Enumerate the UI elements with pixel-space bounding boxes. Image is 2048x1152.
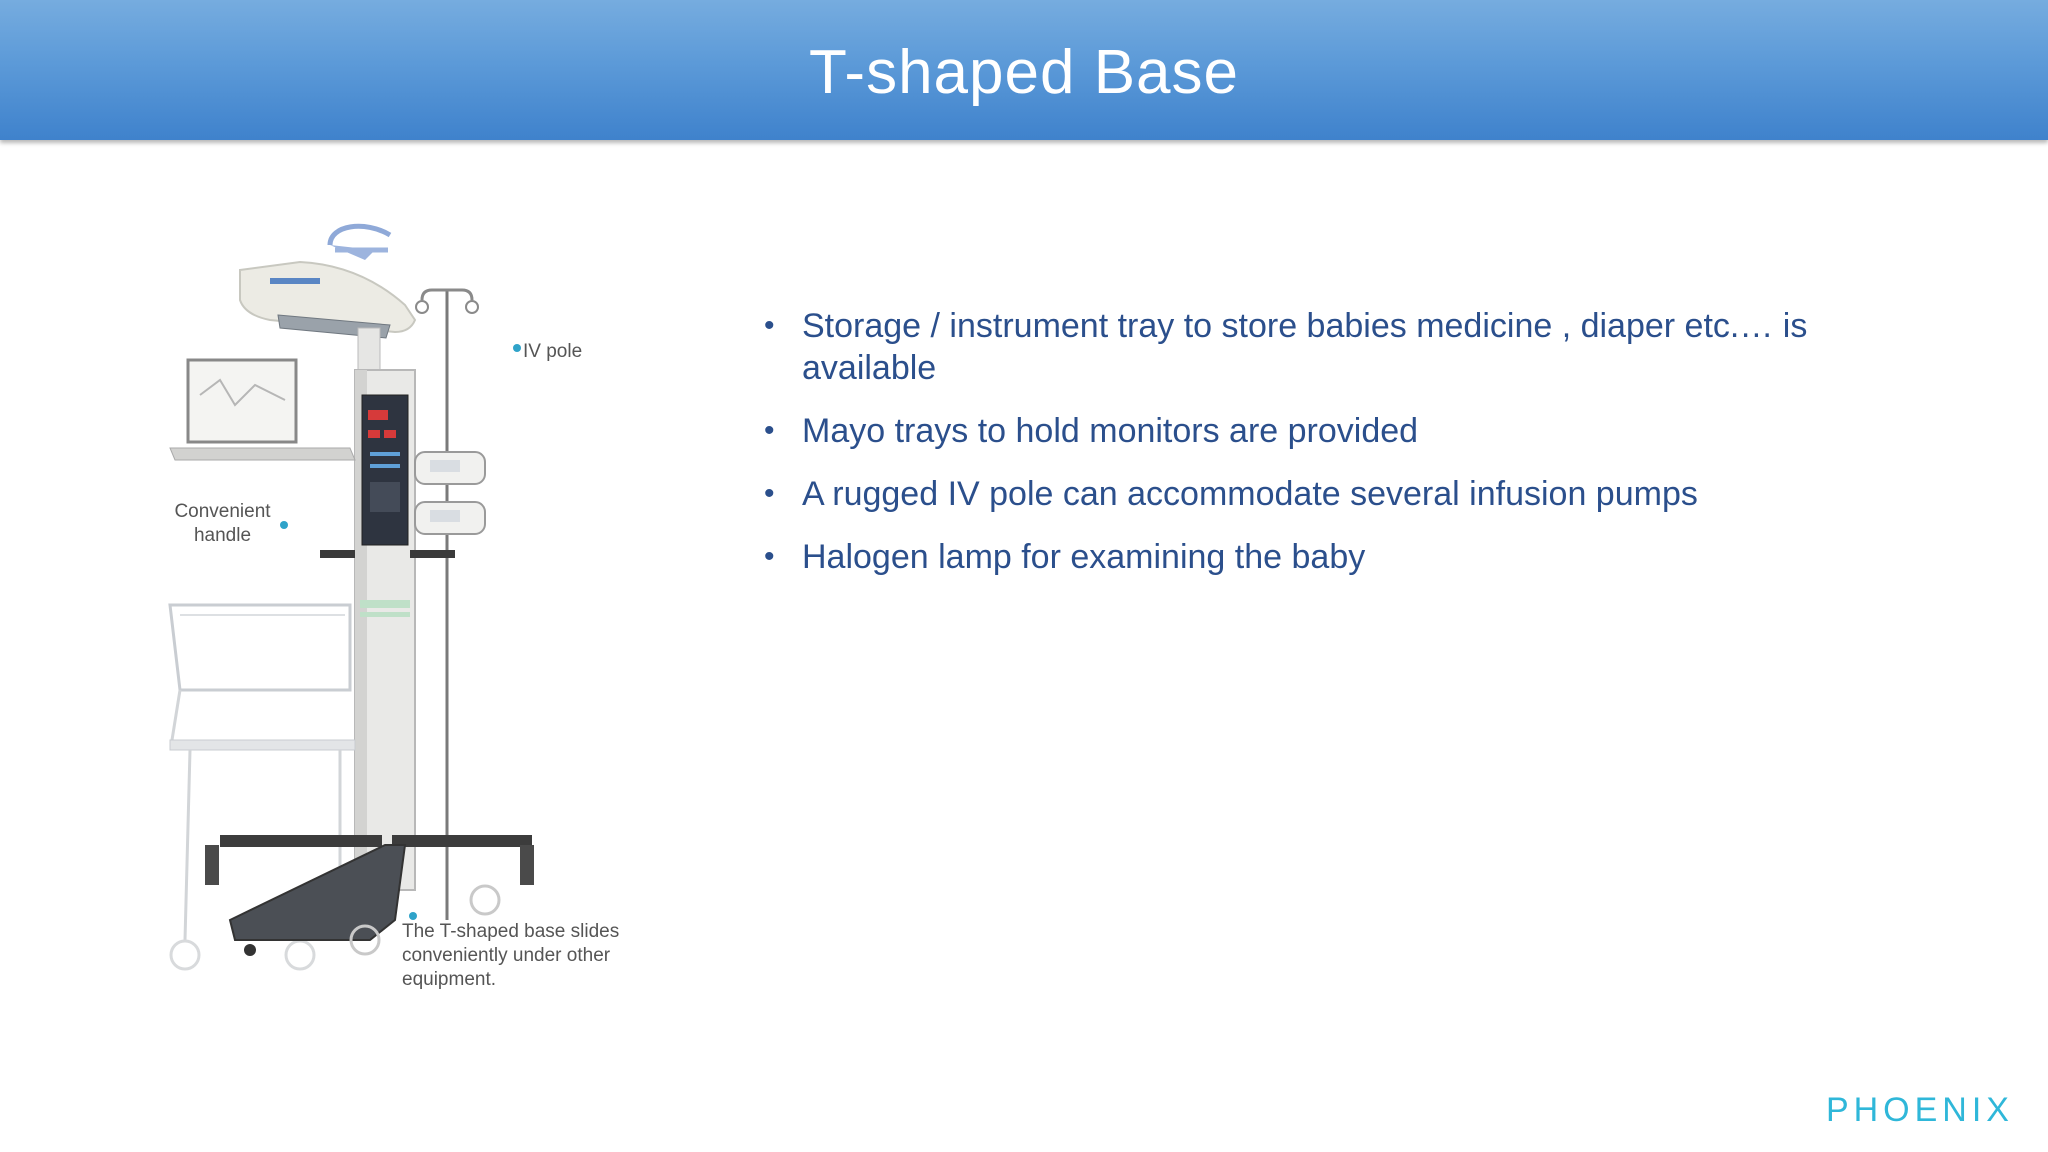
phoenix-logo: PHOENIX (1825, 1091, 2014, 1129)
bullet-list (760, 305, 1890, 599)
handle-callout (160, 500, 285, 548)
bullet-text: Mayo trays to hold monitors are provided (802, 412, 1419, 450)
base-label-line2: conveniently under other (402, 945, 611, 966)
handle-label-line1: Convenient (174, 501, 271, 522)
iv-pole-label: IV pole (523, 341, 583, 362)
bullet-item (760, 410, 1890, 452)
bullet-item (760, 473, 1890, 515)
base-label-line3: equipment. (402, 969, 497, 990)
bullet-text: Storage / instrument tray to store babies medicine , diaper etc.… is available (802, 307, 1808, 387)
bullet-item (760, 305, 1890, 389)
bullet-item (760, 536, 1890, 578)
bullet-dot-icon: • (764, 540, 775, 573)
bullet-text: A rugged IV pole can accommodate several infusion pumps (802, 475, 1698, 513)
base-label-line1: The T-shaped base slides (402, 921, 620, 942)
bullet-dot-icon: • (764, 477, 775, 510)
bullet-dot-icon: • (764, 414, 775, 447)
base-callout (402, 920, 619, 992)
infant-warmer-illustration-icon (160, 220, 640, 1000)
slide-title: T-shaped Base (808, 38, 1240, 107)
handle-label-line2: handle (193, 525, 252, 546)
infant-warmer-figure (160, 220, 640, 1000)
iv-pole-callout (523, 340, 582, 364)
title-bar (0, 0, 2048, 140)
bullet-text: Halogen lamp for examining the baby (802, 538, 1366, 576)
bullet-dot-icon: • (764, 309, 775, 342)
